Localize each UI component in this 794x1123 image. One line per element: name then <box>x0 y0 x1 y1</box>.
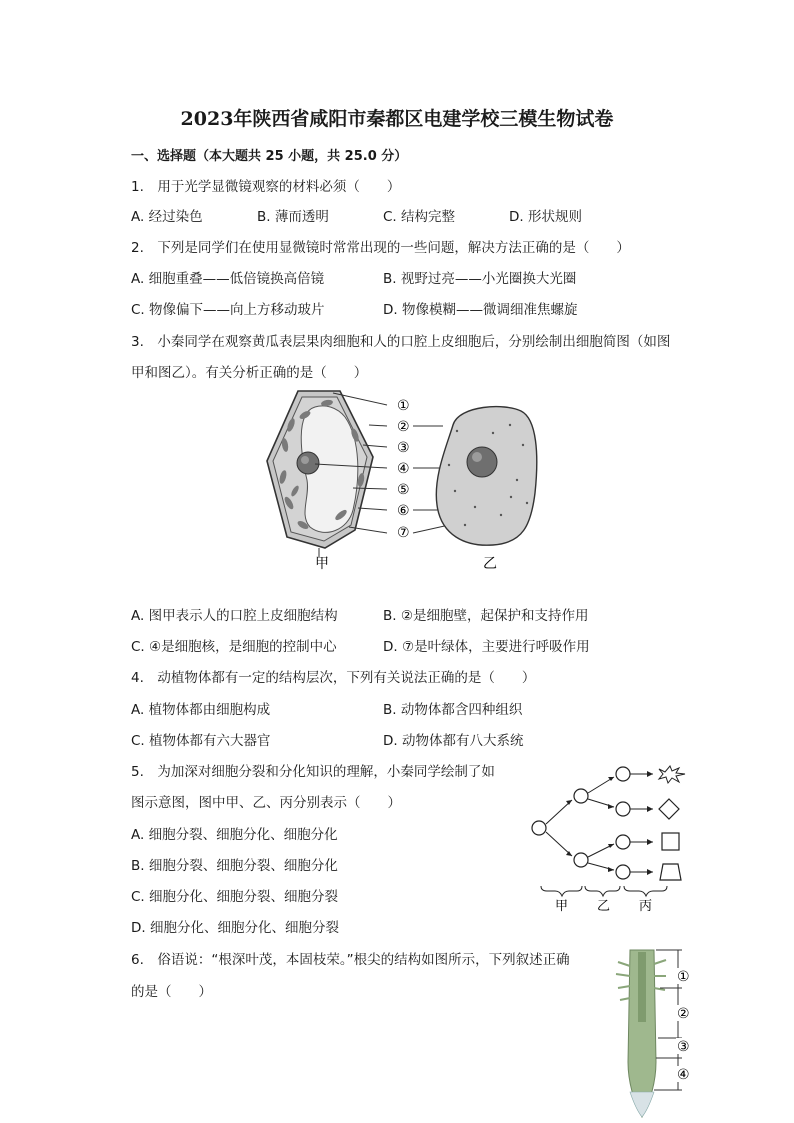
cell-diagram-figure <box>265 385 555 575</box>
cell-division-figure <box>525 760 695 912</box>
figure-label-5: ⑤ <box>397 482 410 498</box>
figure-caption-jia: 甲 <box>315 556 329 572</box>
question-1-stem: 1. 用于光学显微镜观察的材料必须（ ） <box>131 179 401 195</box>
q4-option-c: C. 植物体都有六大器官 <box>131 733 271 749</box>
root-label-1: ① <box>677 969 690 985</box>
q5-option-d: D. 细胞分化、细胞分化、细胞分裂 <box>131 920 339 936</box>
question-5-stem-line2: 图示意图，图中甲、乙、丙分别表示（ ） <box>131 795 401 811</box>
figure-label-4: ④ <box>397 461 410 477</box>
q1-option-c: C. 结构完整 <box>383 209 456 225</box>
question-2-stem: 2. 下列是同学们在使用显微镜时常常出现的一些问题，解决方法正确的是（ ） <box>131 240 630 256</box>
q1-option-b: B. 薄而透明 <box>257 209 329 225</box>
figure-label-3: ③ <box>397 440 410 456</box>
figure-label-7: ⑦ <box>397 525 410 541</box>
animal-cell <box>436 407 536 546</box>
plant-cell <box>267 391 373 557</box>
figure-label-2: ② <box>397 419 410 435</box>
q2-option-c: C. 物像偏下——向上方移动玻片 <box>131 302 325 318</box>
section-heading: 一、选择题（本大题共 25 小题，共 25.0 分） <box>131 149 408 164</box>
question-6-stem-line1: 6. 俗语说：“根深叶茂，本固枝荣。”根尖的结构如图所示，下列叙述正确 <box>131 952 570 968</box>
root-label-3: ③ <box>677 1039 690 1055</box>
figure-caption-yi: 乙 <box>483 556 497 572</box>
q1-option-a: A. 经过染色 <box>131 209 203 225</box>
q5-option-c: C. 细胞分化、细胞分裂、细胞分裂 <box>131 889 339 905</box>
q4-option-b: B. 动物体都含四种组织 <box>383 702 523 718</box>
figure-caption-yi: 乙 <box>597 899 611 912</box>
question-5-stem-line1: 5. 为加深对细胞分裂和分化知识的理解，小秦同学绘制了如 <box>131 764 495 780</box>
q4-option-d: D. 动物体都有八大系统 <box>383 733 524 749</box>
root-label-4: ④ <box>677 1067 690 1083</box>
q2-option-b: B. 视野过亮——小光圈换大光圈 <box>383 271 577 287</box>
q5-option-b: B. 细胞分裂、细胞分裂、细胞分化 <box>131 858 338 874</box>
figure-label-6: ⑥ <box>397 503 410 519</box>
figure-label-1: ① <box>397 398 410 414</box>
q3-option-d: D. ⑦是叶绿体，主要进行呼吸作用 <box>383 639 590 655</box>
root-tip-image <box>616 950 666 1117</box>
root-label-2: ② <box>677 1006 690 1022</box>
q4-option-a: A. 植物体都由细胞构成 <box>131 702 271 718</box>
q5-option-a: A. 细胞分裂、细胞分化、细胞分化 <box>131 827 338 843</box>
root-tip-figure <box>608 942 700 1120</box>
exam-title: 2023年陕西省咸阳市秦都区电建学校三模生物试卷 <box>180 108 614 130</box>
figure-caption-jia: 甲 <box>555 899 569 912</box>
figure-caption-bing: 丙 <box>639 899 653 912</box>
q3-option-b: B. ②是细胞壁，起保护和支持作用 <box>383 608 589 624</box>
q2-option-d: D. 物像模糊——微调细准焦螺旋 <box>383 302 578 318</box>
q1-option-d: D. 形状规则 <box>509 209 582 225</box>
question-6-stem-line2: 的是（ ） <box>131 984 212 1000</box>
question-4-stem: 4. 动植物体都有一定的结构层次，下列有关说法正确的是（ ） <box>131 670 536 686</box>
q2-option-a: A. 细胞重叠——低倍镜换高倍镜 <box>131 271 325 287</box>
question-3-stem-line1: 3. 小秦同学在观察黄瓜表层果肉细胞和人的口腔上皮细胞后，分别绘制出细胞简图（如图 <box>131 334 671 350</box>
question-3-stem-line2: 甲和图乙）。有关分析正确的是（ ） <box>131 365 368 381</box>
q3-option-c: C. ④是细胞核，是细胞的控制中心 <box>131 639 337 655</box>
q3-option-a: A. 图甲表示人的口腔上皮细胞结构 <box>131 608 338 624</box>
